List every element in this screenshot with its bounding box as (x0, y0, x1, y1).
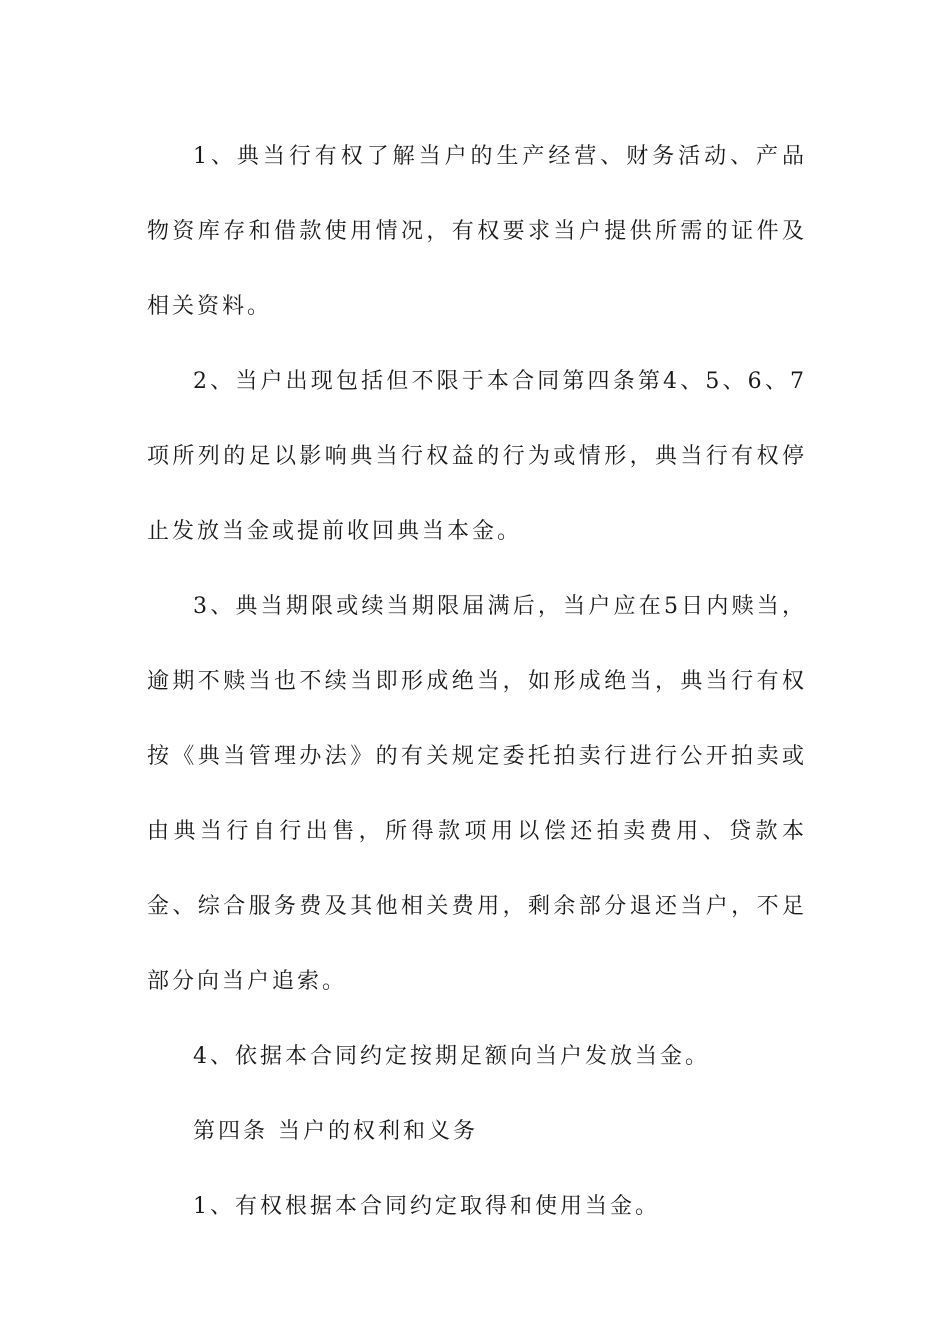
clause-paragraph-3: 3、典当期限或续当期限届满后，当户应在5日内赎当，逾期不赎当也不续当即形成绝当，如形成绝当，典当行有权按《典当管理办法》的有关规定委托拍卖行进行公开拍卖或由典当行自行出售，所得款项用以偿还拍卖费用、贷款本金、综合服务费及其他相关费用，剩余部分退还当户，不足部分向当户追索。 (147, 594, 807, 994)
section-heading: 第四条 当户的权利和义务 (193, 1119, 478, 1144)
clause-paragraph-4: 4、依据本合同约定按期足额向当户发放当金。 (193, 1044, 710, 1069)
clause-paragraph-1: 1、典当行有权了解当户的生产经营、财务活动、产品物资库存和借款使用情况，有权要求当户提供所需的证件及相关资料。 (147, 144, 807, 319)
clause-paragraph-5: 1、有权根据本合同约定取得和使用当金。 (193, 1194, 660, 1219)
clause-paragraph-2: 2、当户出现包括但不限于本合同第四条第4、5、6、7项所列的足以影响典当行权益的行为或情形，典当行有权停止发放当金或提前收回典当本金。 (147, 369, 807, 544)
document-body (147, 119, 807, 1244)
